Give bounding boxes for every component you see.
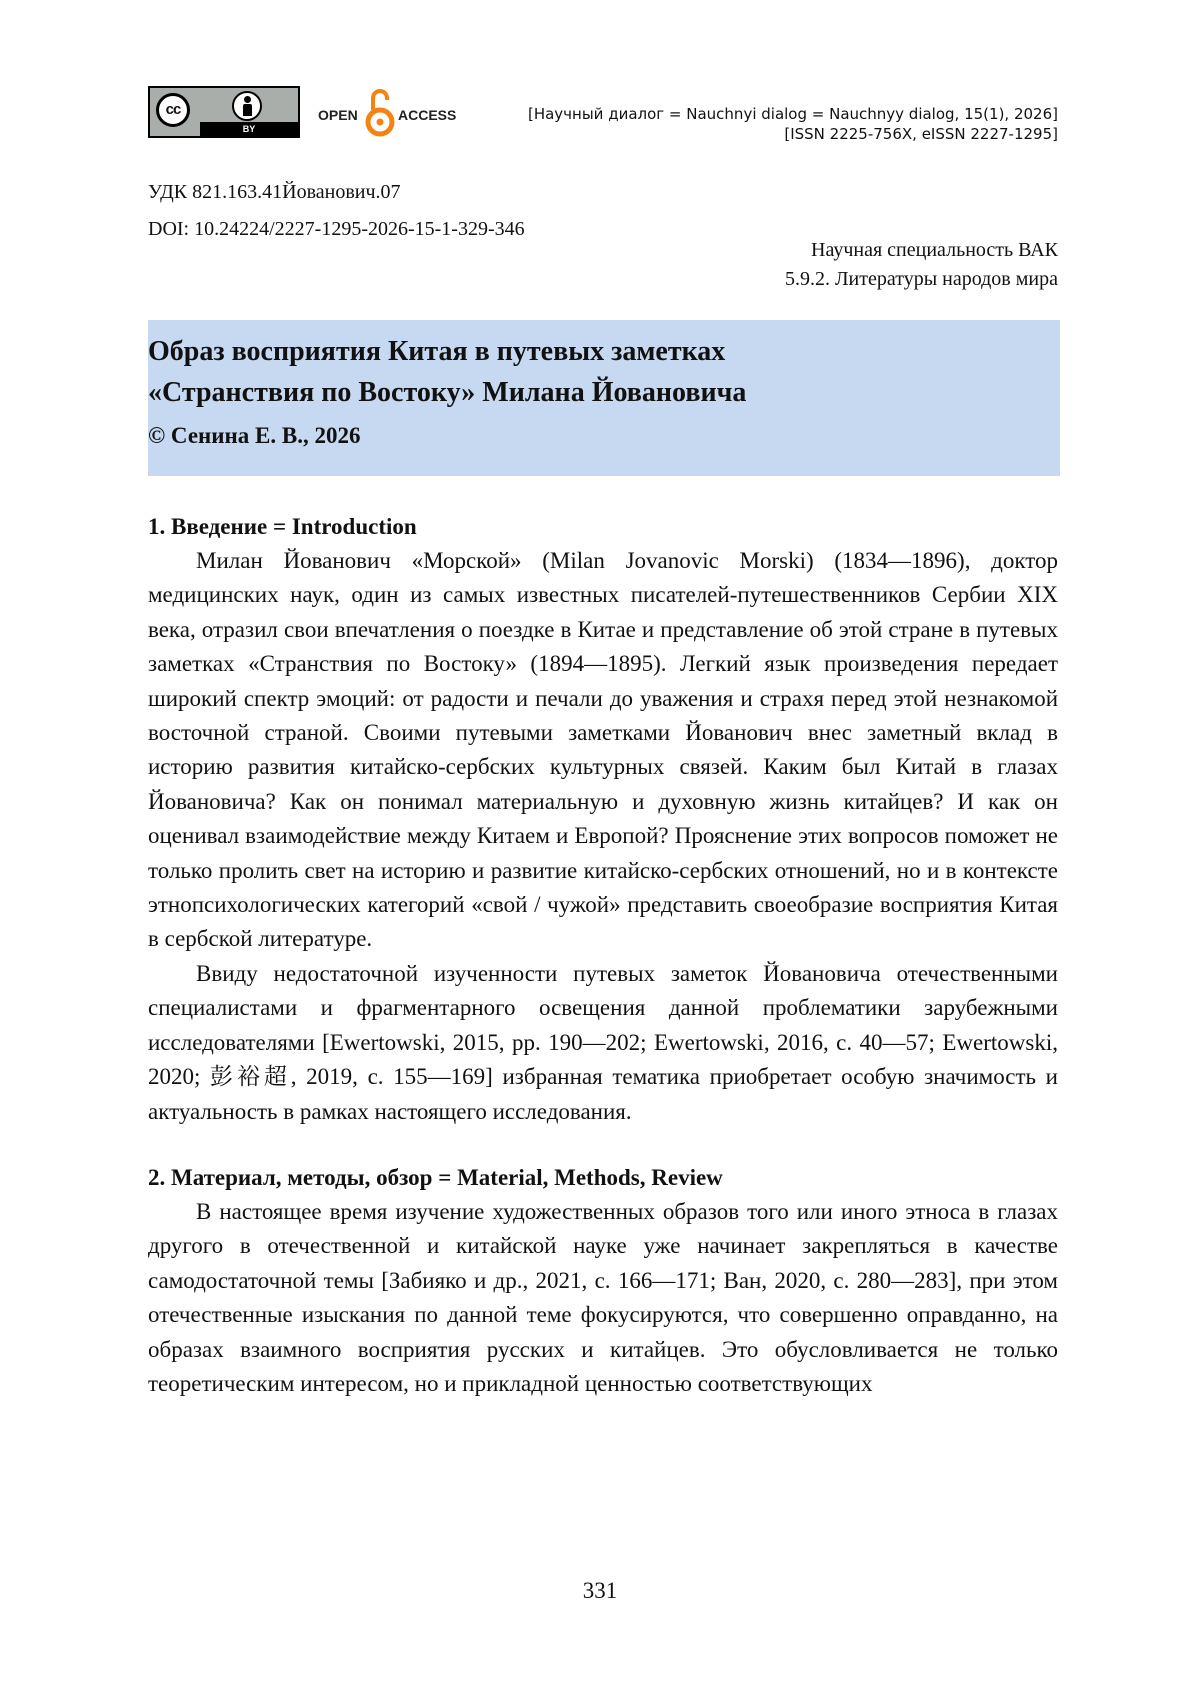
author-copyright: © Сенина Е. В., 2026 [148, 423, 361, 448]
article-meta [148, 174, 525, 248]
open-access-logo [318, 86, 468, 138]
open-access-open-text: OPEN [318, 107, 358, 123]
vak-specialty-line2: 5.9.2. Литературы народов мира [784, 268, 1058, 290]
vak-specialty [785, 236, 1058, 294]
page-header [148, 86, 1058, 142]
doi[interactable]: DOI: 10.24224/2227-1295-2026-15-1-329-346 [148, 218, 525, 240]
by-label: BY [200, 122, 298, 136]
section-heading-introduction: 1. Введение = Introduction [148, 514, 417, 539]
attribution-person-icon [232, 91, 262, 121]
section-heading-methods: 2. Материал, методы, обзор = Material, Methods, Review [148, 1164, 723, 1190]
article-title-line2: «Странствия по Востоку» Милана Йовановича [148, 377, 747, 408]
vak-specialty-line1: Научная специальность ВАК [811, 239, 1058, 261]
page-number: 331 [582, 1578, 618, 1603]
journal-reference [528, 104, 1058, 144]
article-title-line1: Образ восприятия Китая в путевых заметках [148, 336, 726, 367]
journal-reference-line2: [ISSN 2225-756X, eISSN 2227-1295] [784, 125, 1058, 143]
article-title [148, 331, 1060, 413]
paragraph: Ввиду недостаточной изученности путевых заметок Йовановича отечественными специалистами и фрагментарного освещения данной проблематики зарубежными исследователями [Ewertowski, 2015, pp. 190—202; Ewertowski, 2016, с. 40—57; Ewertowski, 2020; 彭裕超, 2019, с. 155—169] избранная тематика приобретает особую значимость и актуальность в рамках настоящего исследования. [148, 960, 1058, 1124]
article-body [148, 510, 1058, 1401]
open-access-lock-icon [365, 86, 395, 138]
cc-by-license-badge [148, 86, 300, 138]
open-access-access-text: ACCESS [398, 107, 457, 123]
cc-icon: cc [156, 93, 190, 127]
journal-reference-line1: [Научный диалог = Nauchnyi dialog = Nauchnyy dialog, 15(1), 2026] [527, 105, 1058, 123]
paragraph: Милан Йованович «Морской» (Milan Jovanovic Morski) (1834—1896), доктор медицинских наук, один из самых известных писателей-путешественников Сербии XIX века, отразил свои впечатления о поездке в Китае и представление об этой стране в путевых заметках «Странствия по Востоку» (1894—1895). Легкий язык произведения передает широкий спектр эмоций: от радости и печали до уважения и страхя перед этой незнакомой восточной страной. Своими путевыми заметками Йованович внес заметный вклад в историю развития китайско-сербских культурных связей. Каким был Китай в глазах Йовановича? Как он понимал материальную и духовную жизнь китайцев? И как он оценивал взаимодействие между Китаем и Европой? Прояснение этих вопросов поможет не только пролить свет на историю и развитие китайско-сербских отношений, но и в контексте этнопсихологических категорий «свой / чужой» представить своеобразие восприятия Китая в сербской литературе. [148, 548, 1058, 952]
paragraph: В настоящее время изучение художественных образов того или иного этноса в глазах другого в отечественной и китайской науке уже начинает закрепляться в качестве самодостаточной темы [Забияко и др., 2021, с. 166—171; Ван, 2020, с. 280—283], при этом отечественные изыскания по данной теме фокусируются, что совершенно оправданно, на образах взаимного восприятия русских и китайцев. Это обусловливается не только теоретическим интересом, но и прикладной ценностью соответствующих [148, 1198, 1058, 1396]
udk-code: УДК 821.163.41Йованович.07 [148, 181, 401, 203]
title-block [148, 320, 1060, 476]
